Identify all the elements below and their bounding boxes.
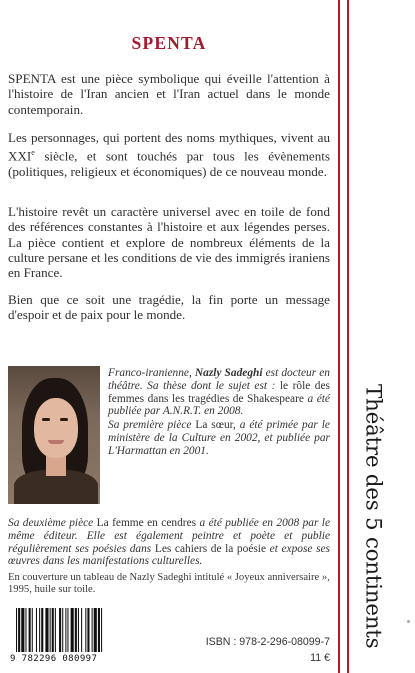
author-photo: [8, 366, 100, 504]
summary-paragraph-3: L'histoire revêt un caractère universel avec en toile de fond des références constantes à l'histoire et aux légendes perses. La pièce contient et explore de nombreux éléments de la culture persane et les conditions de vie des immigrés iraniens en France.: [8, 204, 330, 281]
barcode-number: 9 782296 080997: [10, 654, 98, 664]
cover-credit: En couverture un tableau de Nazly Sadeghi intitulé « Joyeux anniversaire », 1995, huile sur toile.: [8, 572, 330, 596]
print-mark: [407, 620, 410, 623]
spine-rule-left: [338, 0, 340, 673]
summary-paragraph-2: Les personnages, qui portent des noms mythiques, vivent au XXIe siècle, et sont touchés par tous les évènements (politiques, religieux et économiques) de ce nouveau monde.: [8, 130, 330, 179]
barcode: [10, 608, 130, 663]
spine-title: [356, 10, 390, 660]
isbn: ISBN : 978-2-296-08099-7: [205, 636, 330, 648]
author-bio-2: Sa première pièce La sœur, a été primée par le ministère de la Culture en 2002, et publiée par L'Harmattan en 2001.: [108, 419, 330, 457]
summary-paragraph-4: Bien que ce soit une tragédie, la fin porte un message d'espoir et de paix pour le monde.: [8, 292, 330, 323]
summary-paragraph-1: SPENTA est une pièce symbolique qui éveille l'attention à l'histoire de l'Iran ancien et l'Iran actuel dans le monde contemporain.: [8, 71, 330, 117]
author-bio-3: Sa deuxième pièce La femme en cendres a été publiée en 2008 par le même éditeur. Elle est également peintre et poète et publie régulièrement ses poésies dans Les cahiers de la poésie et expose ses œuvres dans les manifestations culturelles.: [8, 517, 331, 568]
author-bio-1: Franco-iranienne, Nazly Sadeghi est docteur en théâtre. Sa thèse dont le sujet est : le rôle des femmes dans les tragédies de Shakespeare a été publiée par A.N.R.T. en 2008.: [108, 367, 330, 418]
spine-rule-right: [347, 0, 349, 673]
barcode-bars: [10, 608, 130, 654]
book-title: SPENTA: [131, 33, 207, 53]
spine-title-text: Théâtre des 5 continents: [360, 383, 386, 648]
price: 11 €: [310, 652, 330, 664]
